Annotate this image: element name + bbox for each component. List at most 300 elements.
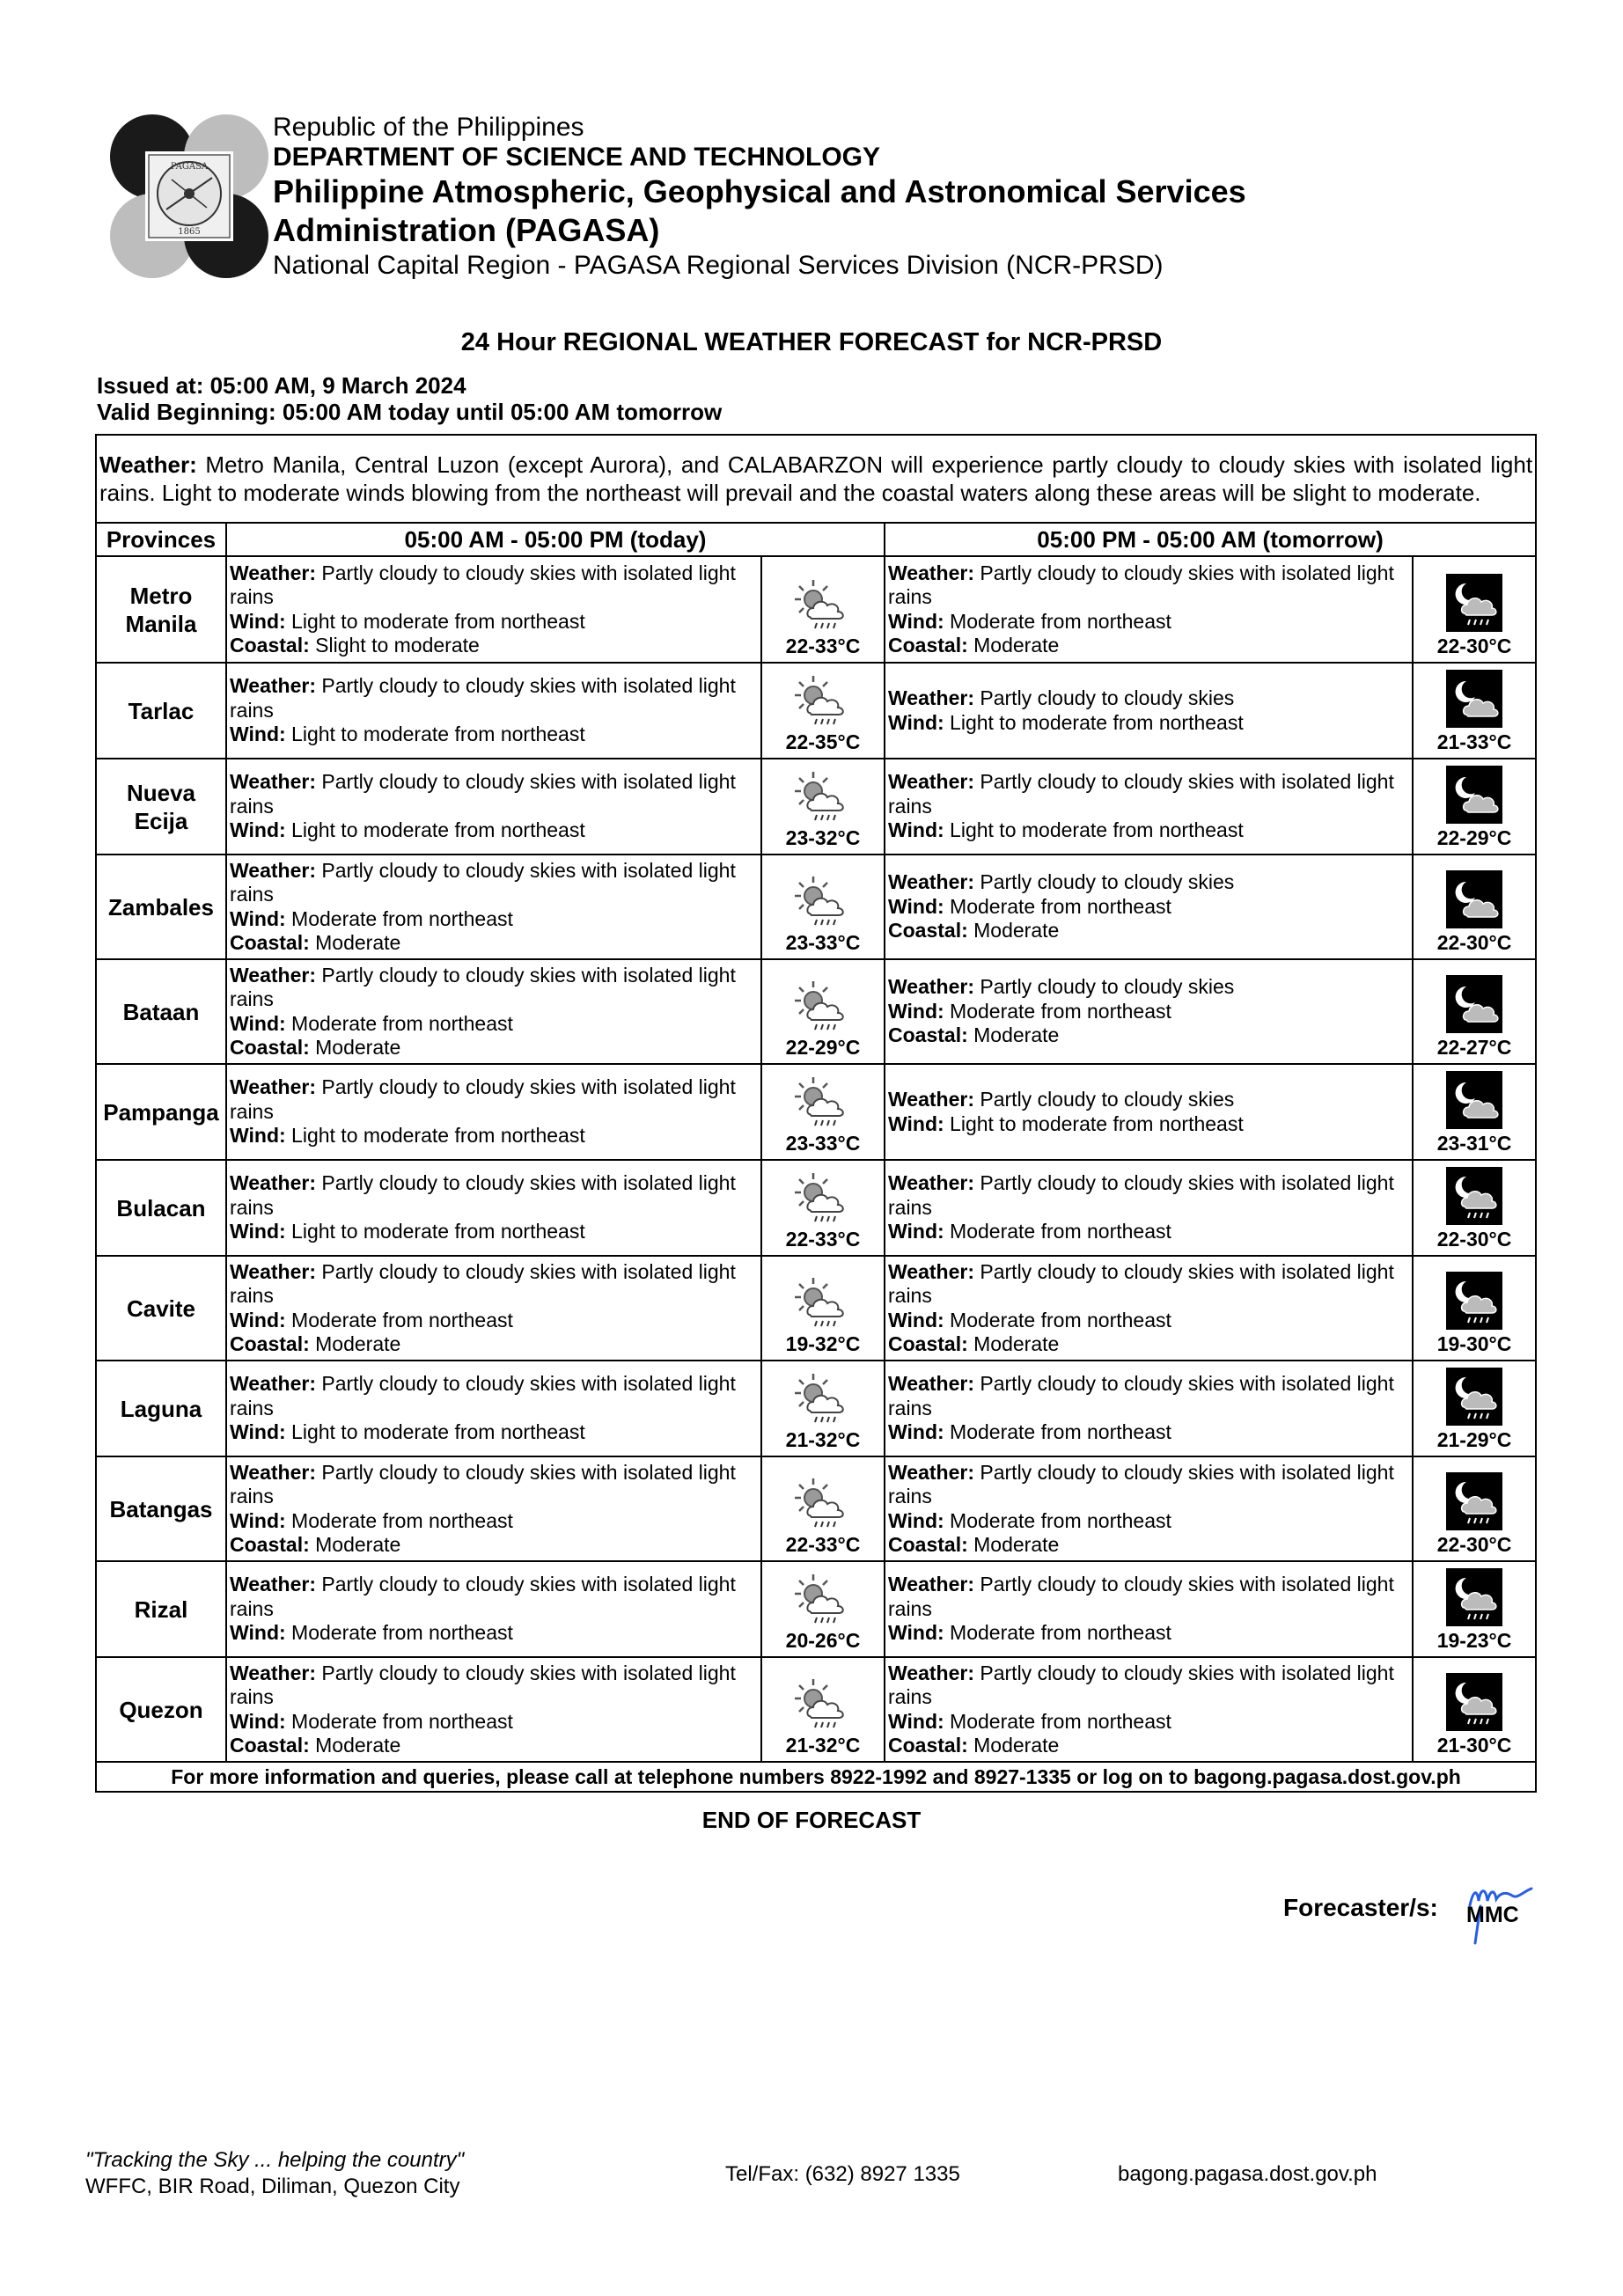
coastal-label: Coastal: [888,919,968,943]
letterhead [101,113,1333,289]
province-name: Laguna [96,1361,226,1456]
day-weather-line [230,1661,758,1710]
day-weather-line [230,1573,758,1621]
night-coastal-line [888,919,1409,943]
day-temperature: 19-32°C [785,1332,861,1355]
wind-value: Light to moderate from northeast [291,1420,585,1444]
night-weather-line [888,770,1409,818]
night-icon-cell [1413,1160,1536,1256]
province-name: Cavite [96,1256,226,1361]
night-coastal-line [888,1734,1409,1758]
province-row [96,1064,1536,1160]
day-temperature: 22-33°C [785,635,861,657]
night-icon-cell [1413,1456,1536,1561]
night-icon-cell [1413,855,1536,959]
day-wind-line [230,1124,758,1148]
forecaster-initials: MMC [1466,1903,1519,1927]
day-wind-line [230,907,758,932]
footer-website: bagong.pagasa.dost.gov.ph [1118,2162,1377,2186]
day-icon-cell [761,1160,885,1256]
weather-value: Partly cloudy to cloudy skies [980,975,1235,999]
province-row [96,1361,1536,1456]
weather-value: Partly cloudy to cloudy skies with isolated light rains [230,858,736,906]
province-row [96,1561,1536,1657]
province-name: Rizal [96,1561,226,1657]
day-forecast-text [226,1256,761,1361]
province-name: Zambales [96,855,226,959]
wind-label: Wind: [888,1220,944,1243]
coastal-value: Moderate [315,1332,401,1355]
coastal-label: Coastal: [230,1734,310,1757]
coastal-value: Moderate [973,1734,1060,1757]
day-icon-cell [761,1657,885,1762]
partly-cloudy-night-icon [1445,974,1503,1034]
wind-label: Wind: [230,1308,286,1331]
department-line: DEPARTMENT OF SCIENCE AND TECHNOLOGY [273,143,881,172]
day-icon-cell [761,1256,885,1361]
night-forecast-text [885,1456,1413,1561]
weather-value: Partly cloudy to cloudy skies [980,1088,1235,1111]
day-icon-cell [761,959,885,1064]
weather-label: Weather: [230,858,316,882]
day-coastal-line [230,1332,758,1357]
forecast-table [95,434,1537,1793]
weather-value: Partly cloudy to cloudy skies [980,870,1235,894]
logo-seal-text: PAGASA [170,162,209,172]
weather-label: Weather: [888,870,974,894]
day-temperature: 22-33°C [785,1533,861,1556]
day-temperature: 22-35°C [785,730,861,753]
footer-telfax: Tel/Fax: (632) 8927 1335 [725,2162,960,2186]
night-wind-line [888,895,1409,920]
province-name: Pampanga [96,1064,226,1160]
night-forecast-text [885,556,1413,663]
night-coastal-line [888,1332,1409,1357]
weather-label: Weather: [230,1075,316,1099]
day-temperature: 20-26°C [785,1629,861,1652]
night-temperature: 22-30°C [1436,1533,1512,1556]
day-icon-cell [761,759,885,855]
weather-value: Partly cloudy to cloudy skies with isolated light rains [230,1661,736,1708]
weather-label: Weather: [230,770,316,794]
weather-label: Weather: [888,1661,974,1684]
issued-at: Issued at: 05:00 AM, 9 March 2024 [97,372,466,399]
day-wind-line [230,1509,758,1534]
wind-label: Wind: [888,999,944,1023]
end-of-forecast: END OF FORECAST [701,1807,922,1833]
day-wind-line [230,1710,758,1735]
coastal-value: Moderate [315,931,401,954]
day-coastal-line [230,931,758,956]
night-wind-line [888,1420,1409,1445]
night-wind-line [888,1000,1409,1024]
footer-left [85,2147,464,2200]
province-row [96,1456,1536,1561]
wind-value: Moderate from northeast [950,609,1171,633]
weather-label: Weather: [230,963,316,987]
wind-value: Light to moderate from northeast [291,818,585,842]
coastal-label: Coastal: [888,1023,968,1047]
night-forecast-text [885,1160,1413,1256]
partly-cloudy-rain-day-icon [794,674,852,729]
day-wind-line [230,1220,758,1244]
night-forecast-text [885,1657,1413,1762]
wind-label: Wind: [888,1420,944,1444]
partly-cloudy-night-icon [1445,869,1503,929]
partly-cloudy-rain-day-icon [794,770,852,825]
day-forecast-text [226,1657,761,1762]
wind-value: Moderate from northeast [950,1508,1171,1532]
night-wind-line [888,1220,1409,1244]
cloudy-rain-night-icon [1445,1166,1503,1226]
day-icon-cell [761,1064,885,1160]
forecast-title: 24 Hour REGIONAL WEATHER FORECAST for NCR-PRSD [460,328,1163,356]
day-forecast-text [226,1456,761,1561]
wind-label: Wind: [888,1111,944,1135]
night-weather-line [888,1171,1409,1220]
night-temperature: 21-30°C [1436,1734,1512,1757]
weather-label: Weather: [230,1661,316,1684]
coastal-label: Coastal: [230,1036,310,1059]
night-temperature: 22-27°C [1436,1036,1512,1059]
division-line: National Capital Region - PAGASA Regional Services Division (NCR-PRSD) [273,251,1164,280]
night-weather-line [888,1088,1409,1112]
day-forecast-text [226,759,761,855]
day-weather-line [230,561,758,610]
wind-label: Wind: [888,894,944,918]
wind-label: Wind: [230,1124,286,1148]
day-temperature: 22-29°C [785,1036,861,1059]
weather-value: Partly cloudy to cloudy skies with isolated light rains [230,561,736,608]
night-weather-line [888,1573,1409,1621]
night-temperature: 22-30°C [1436,931,1512,954]
night-icon-cell [1413,556,1536,663]
night-temperature: 19-30°C [1436,1332,1512,1355]
day-forecast-text [226,959,761,1064]
cloudy-rain-night-icon [1445,573,1503,633]
weather-value: Partly cloudy to cloudy skies with isolated light rains [888,1661,1394,1708]
partly-cloudy-rain-day-icon [794,875,852,929]
night-coastal-line [888,1533,1409,1558]
partly-cloudy-rain-day-icon [794,578,852,633]
wind-value: Moderate from northeast [291,1508,513,1532]
weather-label: Weather: [230,1573,316,1596]
day-weather-line [230,1075,758,1124]
partly-cloudy-rain-day-icon [794,1677,852,1732]
wind-value: Moderate from northeast [950,1308,1171,1331]
weather-label: Weather: [888,975,974,999]
weather-value: Partly cloudy to cloudy skies with isolated light rains [230,770,736,818]
province-name: Bataan [96,959,226,1064]
coastal-value: Moderate [315,1533,401,1556]
weather-value: Partly cloudy to cloudy skies with isolated light rains [888,1259,1394,1307]
wind-value: Moderate from northeast [291,1621,513,1645]
wind-label: Wind: [230,818,286,842]
weather-label: Weather: [230,1171,316,1195]
day-weather-line [230,1260,758,1309]
weather-value: Partly cloudy to cloudy skies with isolated light rains [888,770,1394,818]
weather-value: Partly cloudy to cloudy skies with isolated light rains [230,1573,736,1620]
day-icon-cell [761,1561,885,1657]
issue-info [97,372,722,425]
weather-label: Weather: [888,1460,974,1484]
night-icon-cell [1413,1064,1536,1160]
coastal-value: Moderate [315,1734,401,1757]
day-wind-line [230,1309,758,1333]
partly-cloudy-rain-day-icon [794,1372,852,1427]
night-icon-cell [1413,1361,1536,1456]
coastal-label: Coastal: [888,1533,968,1556]
partly-cloudy-rain-day-icon [794,1573,852,1627]
cloudy-rain-night-icon [1445,1271,1503,1331]
summary-text: Metro Manila, Central Luzon (except Aurora), and CALABARZON will experience partly cloudy to cloudy skies with isolated light rains. Light to moderate winds blowing from the northeast will prevail and the coastal waters along these areas will be slight to moderate. [99,451,1533,506]
weather-label: Weather: [888,1372,974,1396]
day-temperature: 23-33°C [785,1132,861,1155]
weather-label: Weather: [888,561,974,584]
night-temperature: 22-29°C [1436,826,1512,849]
weather-value: Partly cloudy to cloudy skies with isolated light rains [230,1171,736,1219]
partly-cloudy-rain-day-icon [794,1171,852,1226]
wind-label: Wind: [230,1220,286,1243]
night-icon-cell [1413,959,1536,1064]
province-name: Batangas [96,1456,226,1561]
night-forecast-text [885,959,1413,1064]
day-temperature: 23-32°C [785,826,861,849]
day-icon-cell [761,1361,885,1456]
night-wind-line [888,1710,1409,1735]
day-weather-line [230,964,758,1012]
summary-label: Weather: [99,451,197,478]
coastal-label: Coastal: [230,1533,310,1556]
wind-value: Moderate from northeast [950,999,1171,1023]
day-wind-line [230,1420,758,1445]
night-weather-line [888,870,1409,895]
wind-value: Moderate from northeast [950,1420,1171,1444]
coastal-value: Moderate [973,919,1060,943]
night-temperature: 21-33°C [1436,730,1512,753]
night-weather-line [888,1372,1409,1420]
province-row [96,663,1536,759]
wind-label: Wind: [888,818,944,842]
night-temperature: 19-23°C [1436,1629,1512,1652]
province-name: Quezon [96,1657,226,1762]
weather-value: Partly cloudy to cloudy skies with isolated light rains [888,561,1394,608]
wind-label: Wind: [888,710,944,734]
wind-label: Wind: [230,609,286,633]
logo-year: 1865 [178,227,201,237]
wind-label: Wind: [230,1709,286,1733]
night-temperature: 22-30°C [1436,1228,1512,1251]
column-header-day: 05:00 AM - 05:00 PM (today) [226,523,885,556]
day-forecast-text [226,663,761,759]
partly-cloudy-rain-day-icon [794,1276,852,1331]
day-coastal-line [230,1036,758,1060]
wind-value: Light to moderate from northeast [291,1124,585,1148]
day-temperature: 23-33°C [785,931,861,954]
province-name: Metro Manila [96,556,226,663]
night-temperature: 23-31°C [1436,1132,1512,1155]
night-temperature: 22-30°C [1436,635,1512,657]
wind-label: Wind: [230,1508,286,1532]
night-weather-line [888,1260,1409,1309]
agency-name-line1: Philippine Atmospheric, Geophysical and Astronomical Services [273,173,1246,209]
province-row [96,556,1536,663]
day-forecast-text [226,1561,761,1657]
wind-value: Moderate from northeast [950,894,1171,918]
cloudy-rain-night-icon [1445,1471,1503,1531]
night-forecast-text [885,1361,1413,1456]
night-icon-cell [1413,1657,1536,1762]
day-coastal-line [230,634,758,658]
day-coastal-line [230,1533,758,1558]
province-row [96,855,1536,959]
day-forecast-text [226,1160,761,1256]
weather-label: Weather: [888,686,974,709]
province-row [96,1256,1536,1361]
weather-value: Partly cloudy to cloudy skies with isolated light rains [230,1460,736,1507]
day-weather-line [230,1372,758,1420]
weather-summary [96,435,1536,523]
night-weather-line [888,561,1409,610]
weather-value: Partly cloudy to cloudy skies with isolated light rains [888,1460,1394,1507]
day-temperature: 21-32°C [785,1428,861,1451]
weather-value: Partly cloudy to cloudy skies with isolated light rains [888,1372,1394,1419]
coastal-label: Coastal: [888,1332,968,1355]
day-wind-line [230,818,758,843]
weather-label: Weather: [230,674,316,698]
weather-label: Weather: [230,561,316,584]
weather-value: Partly cloudy to cloudy skies with isolated light rains [230,674,736,722]
forecaster-label: Forecaster/s: [1283,1894,1438,1921]
province-row [96,959,1536,1064]
weather-value: Partly cloudy to cloudy skies with isolated light rains [888,1573,1394,1620]
day-forecast-text [226,1064,761,1160]
night-wind-line [888,1509,1409,1534]
day-icon-cell [761,855,885,959]
day-icon-cell [761,556,885,663]
pagasa-logo [101,113,277,280]
day-wind-line [230,723,758,747]
coastal-label: Coastal: [230,931,310,954]
night-coastal-line [888,1023,1409,1048]
wind-value: Moderate from northeast [950,1709,1171,1733]
wind-label: Wind: [230,1621,286,1645]
night-forecast-text [885,1064,1413,1160]
night-wind-line [888,1621,1409,1646]
weather-label: Weather: [230,1372,316,1396]
weather-label: Weather: [230,1460,316,1484]
wind-value: Light to moderate from northeast [291,723,585,746]
wind-label: Wind: [888,609,944,633]
day-wind-line [230,1621,758,1646]
day-weather-line [230,859,758,907]
coastal-label: Coastal: [230,1332,310,1355]
weather-value: Partly cloudy to cloudy skies [980,686,1235,709]
night-wind-line [888,1112,1409,1137]
province-name: Bulacan [96,1160,226,1256]
day-weather-line [230,1171,758,1220]
night-weather-line [888,1661,1409,1710]
wind-value: Light to moderate from northeast [950,818,1244,842]
night-icon-cell [1413,759,1536,855]
province-row [96,1160,1536,1256]
night-coastal-line [888,634,1409,658]
night-icon-cell [1413,1561,1536,1657]
weather-label: Weather: [888,770,974,794]
wind-label: Wind: [230,1420,286,1444]
province-row [96,1657,1536,1762]
valid-period: Valid Beginning: 05:00 AM today until 05:00 AM tomorrow [97,399,723,425]
coastal-value: Moderate [315,1036,401,1059]
wind-value: Moderate from northeast [950,1621,1171,1645]
day-wind-line [230,610,758,635]
cloudy-rain-night-icon [1445,1367,1503,1427]
footer-address: WFFC, BIR Road, Diliman, Quezon City [85,2175,460,2198]
coastal-value: Moderate [973,1533,1060,1556]
wind-value: Moderate from northeast [291,1709,513,1733]
day-wind-line [230,1012,758,1037]
day-temperature: 22-33°C [785,1228,861,1251]
night-forecast-text [885,855,1413,959]
wind-value: Moderate from northeast [291,1011,513,1035]
day-icon-cell [761,663,885,759]
day-forecast-text [226,855,761,959]
republic-line: Republic of the Philippines [273,113,584,142]
cloudy-rain-night-icon [1445,1672,1503,1732]
day-coastal-line [230,1734,758,1758]
cloudy-rain-night-icon [1445,1567,1503,1627]
day-forecast-text [226,556,761,663]
night-weather-line [888,686,1409,711]
weather-label: Weather: [230,1259,316,1283]
partly-cloudy-night-icon [1445,669,1503,729]
coastal-label: Coastal: [888,634,968,657]
coastal-value: Moderate [973,1023,1060,1047]
night-icon-cell [1413,663,1536,759]
night-weather-line [888,1461,1409,1509]
day-weather-line [230,770,758,818]
wind-value: Light to moderate from northeast [291,1220,585,1243]
weather-label: Weather: [888,1171,974,1195]
weather-label: Weather: [888,1259,974,1283]
column-header-night: 05:00 PM - 05:00 AM (tomorrow) [885,523,1536,556]
coastal-label: Coastal: [888,1734,968,1757]
weather-label: Weather: [888,1088,974,1111]
wind-value: Light to moderate from northeast [291,609,585,633]
column-header-provinces: Provinces [96,523,226,556]
weather-label: Weather: [888,1573,974,1596]
wind-value: Moderate from northeast [291,906,513,930]
weather-value: Partly cloudy to cloudy skies with isolated light rains [230,963,736,1010]
night-wind-line [888,818,1409,843]
contact-info: For more information and queries, please call at telephone numbers 8922-1992 and 8927-1335 or log on to bagong.pagasa.dost.gov.ph [96,1762,1536,1792]
province-row [96,759,1536,855]
day-weather-line [230,1461,758,1509]
weather-value: Partly cloudy to cloudy skies with isolated light rains [230,1372,736,1419]
day-forecast-text [226,1361,761,1456]
wind-label: Wind: [888,1621,944,1645]
day-icon-cell [761,1456,885,1561]
wind-value: Moderate from northeast [950,1220,1171,1243]
night-forecast-text [885,663,1413,759]
partly-cloudy-rain-day-icon [794,1075,852,1130]
coastal-value: Slight to moderate [315,634,480,657]
night-icon-cell [1413,1256,1536,1361]
wind-label: Wind: [230,723,286,746]
footer-slogan: "Tracking the Sky ... helping the country" [85,2148,465,2172]
wind-value: Light to moderate from northeast [950,710,1244,734]
weather-value: Partly cloudy to cloudy skies with isolated light rains [888,1171,1394,1219]
